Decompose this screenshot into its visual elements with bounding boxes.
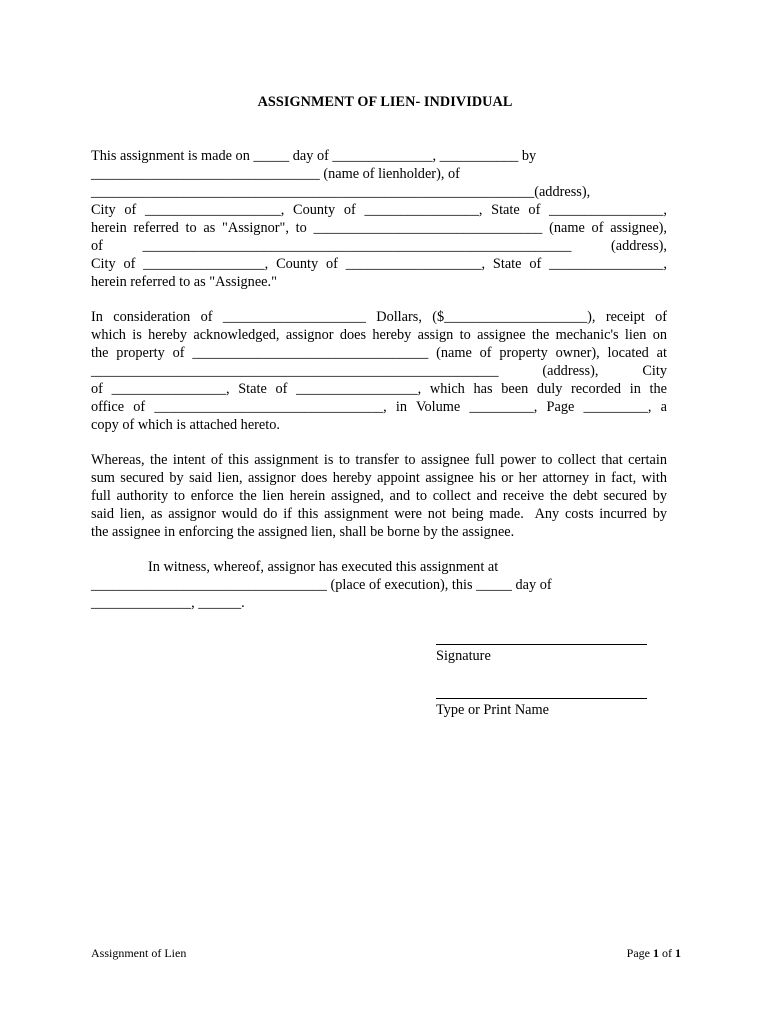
para4-line-1: In witness, whereof, assignor has executed this assignment at [148, 559, 499, 575]
para2-line-6: office of ________________________________, in Volume _________, Page _________, a [91, 399, 667, 415]
footer-document-name: Assignment of Lien [91, 946, 187, 960]
para1-line-7: City of _________________, County of ___________________, State of ________________, [91, 256, 667, 272]
para1-line-4: City of ___________________, County of ________________, State of ________________, [91, 202, 667, 218]
para2-line-5: of ________________, State of _________________, which has been duly recorded in the [91, 381, 667, 397]
para2-line-4: _________________________________________________________ (address), City [91, 363, 667, 379]
para2-line-1: In consideration of ____________________ Dollars, ($____________________), receipt of [91, 309, 667, 325]
para1-line-8: herein referred to as "Assignee." [91, 274, 277, 290]
para2-line-3: the property of _________________________________ (name of property owner), located at [91, 345, 667, 361]
print-name-line[interactable] [436, 698, 647, 699]
para2-line-2: which is hereby acknowledged, assignor does hereby assign to assignee the mechanic's lien on [91, 327, 667, 343]
para2-line-7: copy of which is attached hereto. [91, 417, 280, 433]
footer-page-number [500, 945, 681, 961]
page-current: 1 [653, 946, 659, 960]
para1-line-5: herein referred to as "Assignor", to ________________________________ (name of assignee), [91, 220, 667, 236]
document-title: ASSIGNMENT OF LIEN- INDIVIDUAL [257, 94, 513, 110]
para1-line-3: ______________________________________________________________(address), [91, 184, 591, 200]
para4-line-2: _________________________________ (place of execution), this _____ day of [91, 577, 552, 593]
para3-line-3: full authority to enforce the lien herein assigned, and to collect and receive the debt secured by [91, 488, 667, 504]
para1-line-2: ________________________________ (name of lienholder), of [91, 166, 460, 182]
para3-line-1: Whereas, the intent of this assignment is to transfer to assignee full power to collect that certain [91, 452, 667, 468]
page-total: 1 [675, 946, 681, 960]
para1-line-6: of ____________________________________________________________ (address), [91, 238, 667, 254]
para4-line-3: ______________, ______. [91, 595, 245, 611]
para3-line-2: sum secured by said lien, assignor does hereby appoint assignee his or her attorney in fact, with [91, 470, 667, 486]
signature-label: Signature [436, 648, 491, 664]
para3-line-5: the assignee in enforcing the assigned lien, shall be borne by the assignee. [91, 524, 515, 540]
para3-line-4: said lien, as assignor would do if this assignment were not being made. Any costs incurred by [91, 506, 667, 522]
para1-line-1: This assignment is made on _____ day of ______________, ___________ by [91, 148, 537, 164]
page-of: of [659, 946, 675, 960]
page-prefix: Page [626, 946, 653, 960]
print-name-label: Type or Print Name [436, 702, 549, 718]
signature-line[interactable] [436, 644, 647, 645]
